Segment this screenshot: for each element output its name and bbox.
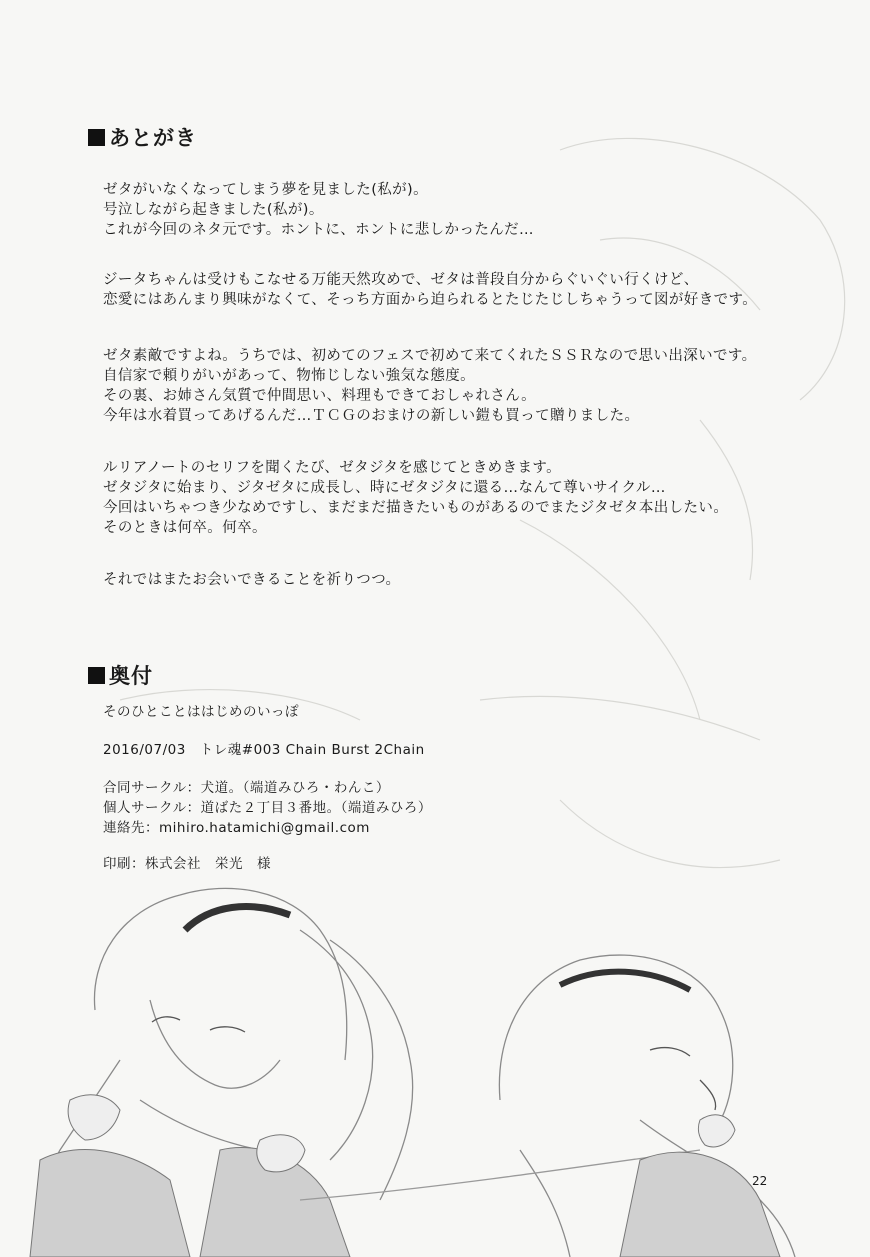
afterword-heading [88,122,197,152]
afterword-line: 号泣しながら起きました(私が)。 [103,202,324,218]
afterword-line: 自信家で頼りがいがあって、物怖じしない強気な態度。 [103,368,476,384]
afterword-line: ゼタがいなくなってしまう夢を見ました(私が)。 [103,182,429,198]
afterword-paragraph-1 [103,180,803,240]
afterword-paragraph-3 [103,346,803,426]
afterword-paragraph-5 [103,570,803,590]
colophon-heading [88,660,153,690]
personal-circle: 個人サークル：道ばた２丁目３番地。（端道みひろ） [103,800,432,816]
colophon-heading-text: 奥付 [109,664,153,688]
afterword-paragraph-2 [103,270,803,310]
afterword-line: ルリアノートのセリフを聞くたび、ゼタジタを感じてときめきます。 [103,460,561,476]
page-number: 22 [752,1174,768,1188]
square-bullet-icon [88,129,105,146]
afterword-line: ゼタ素敵ですよね。うちでは、初めてのフェスで初めて来てくれたＳＳＲなので思い出深いです。 [103,348,757,364]
square-bullet-icon [88,667,105,684]
afterword-line: ゼタジタに始まり、ジタゼタに成長し、時にゼタジタに還る…なんて尊いサイクル… [103,480,666,496]
afterword-line: その裏、お姉さん気質で仲間思い、料理もできておしゃれさん。 [103,388,536,404]
afterword-line: 今年は水着買ってあげるんだ…ＴＣＧのおまけの新しい鎧も買って贈りました。 [103,408,640,424]
afterword-line: それではまたお会いできることを祈りつつ。 [103,572,401,588]
contact-email: 連絡先：mihiro.hatamichi@gmail.com [103,820,370,836]
afterword-line: 今回はいちゃつき少なめですし、まだまだ描きたいものがあるのでまたジタゼタ本出したい。 [103,500,729,516]
event-line: 2016/07/03 トレ魂#003 Chain Burst 2Chain [103,742,425,758]
joint-circle: 合同サークル：犬道。（端道みひろ・わんこ） [103,780,390,796]
afterword-line: これが今回のネタ元です。ホントに、ホントに悲しかったんだ… [103,222,534,238]
afterword-line: ジータちゃんは受けもこなせる万能天然攻めで、ゼタは普段自分からぐいぐい行くけど、 [103,272,699,288]
book-title: そのひとことははじめのいっぽ [103,704,299,720]
afterword-heading-text: あとがき [109,126,197,150]
printer: 印刷：株式会社 栄光 様 [103,856,271,872]
afterword-line: そのときは何卒。何卒。 [103,520,267,536]
afterword-line: 恋愛にはあんまり興味がなくて、そっち方面から迫られるとたじたじしちゃうって図が好きです。 [103,292,758,308]
afterword-paragraph-4 [103,458,803,538]
